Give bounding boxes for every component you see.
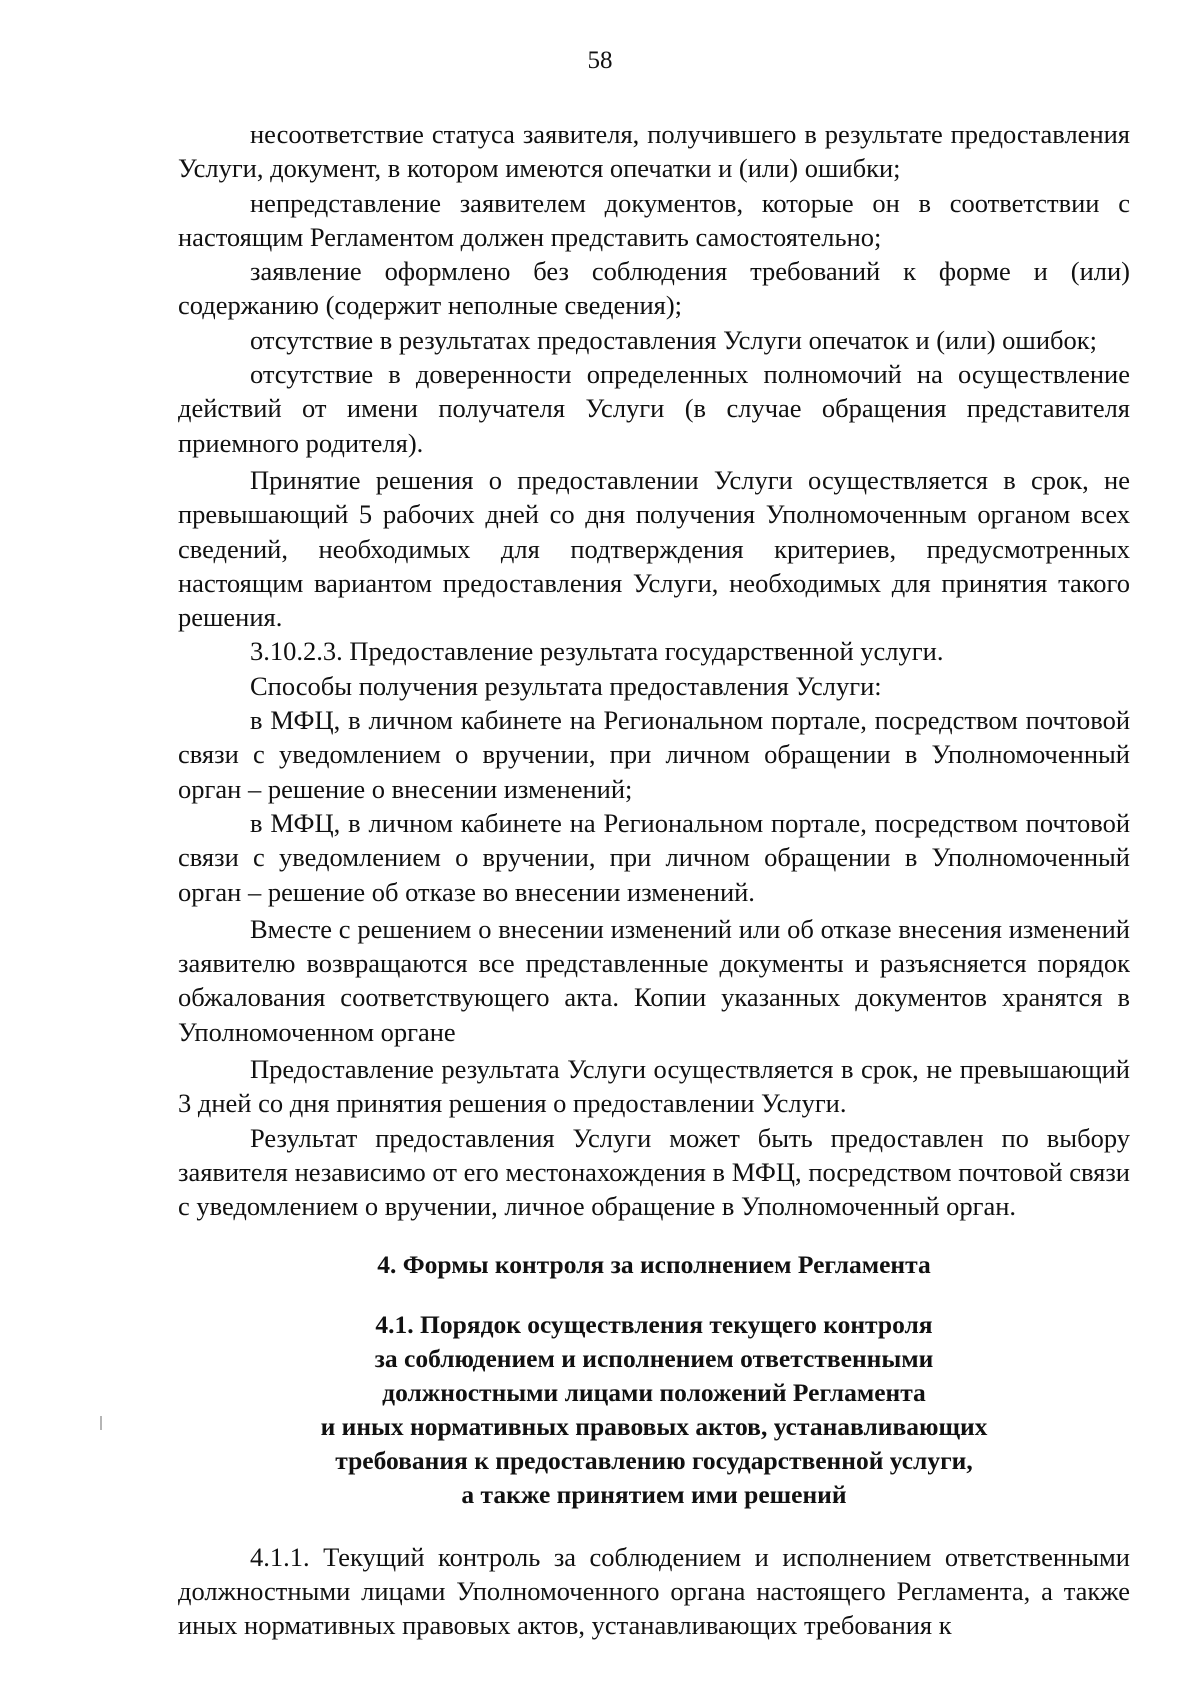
subsection-heading-line: и иных нормативных правовых актов, устанавливающих	[320, 1411, 988, 1441]
paragraph-status-mismatch: несоответствие статуса заявителя, получившего в результате предоставления Услуги, документ, в котором имеются опечатки и (или) ошибки;	[178, 119, 1130, 184]
paragraph-result-methods: Способы получения результата предоставления Услуги:	[250, 670, 882, 701]
paragraph-documents-return: Вместе с решением о внесении изменений или об отказе внесения изменений заявителю возвращаются все представленные документы и разъясняется порядок обжалования соответствующего акта. Копии указанных документов хранятся в Уполномоченном органе	[178, 913, 1130, 1047]
subsection-heading-line: должностными лицами положений Регламента	[382, 1377, 926, 1407]
paragraph-power-of-attorney: отсутствие в доверенности определенных полномочий на осуществление действий от имени получателя Услуги (в случае обращения представителя приемного родителя).	[178, 359, 1130, 458]
paragraph-result-refusal: в МФЦ, в личном кабинете на Региональном портале, посредством почтовой связи с уведомлением о вручении, при личном обращении в Уполномоченный орган – решение об отказе во внесении изменений.	[178, 807, 1130, 907]
paragraph-current-control: 4.1.1. Текущий контроль за соблюдением и исполнением ответственными должностными лицами Уполномоченного органа настоящего Регламента, а также иных нормативных правовых актов, устанавливающих требования к	[178, 1541, 1130, 1641]
paragraph-application-requirements: заявление оформлено без соблюдения требований к форме и (или) содержанию (содержит неполные сведения);	[178, 256, 1130, 321]
paragraph-decision-deadline: Принятие решения о предоставлении Услуги осуществляется в срок, не превышающий 5 рабочих дней со дня получения Уполномоченным органом всех сведений, необходимых для подтверждения критериев, предусмотренных настоящим вариантом предоставления Услуги, необходимых для принятия такого решения.	[178, 464, 1130, 633]
paragraph-documents-not-submitted: непредставление заявителем документов, которые он в соответствии с настоящим Регламентом должен представить самостоятельно;	[178, 187, 1130, 252]
paragraph-no-errors: отсутствие в результатах предоставления Услуги опечаток и (или) ошибок;	[250, 324, 1097, 355]
subsection-heading-line: требования к предоставлению государственной услуги,	[335, 1445, 973, 1475]
paragraph-result-choice: Результат предоставления Услуги может быть предоставлен по выбору заявителя независимо от его местонахождения в МФЦ, посредством почтовой связи с уведомлением о вручении, личное обращение в Уполномоченный орган.	[178, 1122, 1130, 1222]
document-body	[178, 117, 1130, 1642]
subsection-heading-line: за соблюдением и исполнением ответственными	[374, 1343, 934, 1373]
paragraph-result-changes: в МФЦ, в личном кабинете на Региональном портале, посредством почтовой связи с уведомлением о вручении, при личном обращении в Уполномоченный орган – решение о внесении изменений;	[178, 705, 1130, 804]
page-number: 58	[587, 47, 613, 74]
subsection-heading-line: 4.1. Порядок осуществления текущего контроля	[375, 1309, 933, 1339]
section-heading: 4. Формы контроля за исполнением Регламента	[377, 1249, 931, 1279]
subsection-heading-line: а также принятием ими решений	[461, 1479, 847, 1509]
subsection-heading	[178, 1308, 1130, 1512]
paragraph-result-deadline: Предоставление результата Услуги осуществляется в срок, не превышающий 3 дней со дня принятия решения о предоставлении Услуги.	[178, 1054, 1130, 1119]
scan-artifact	[100, 1416, 102, 1430]
paragraph-section-3-10-2-3: 3.10.2.3. Предоставление результата государственной услуги.	[250, 636, 944, 667]
